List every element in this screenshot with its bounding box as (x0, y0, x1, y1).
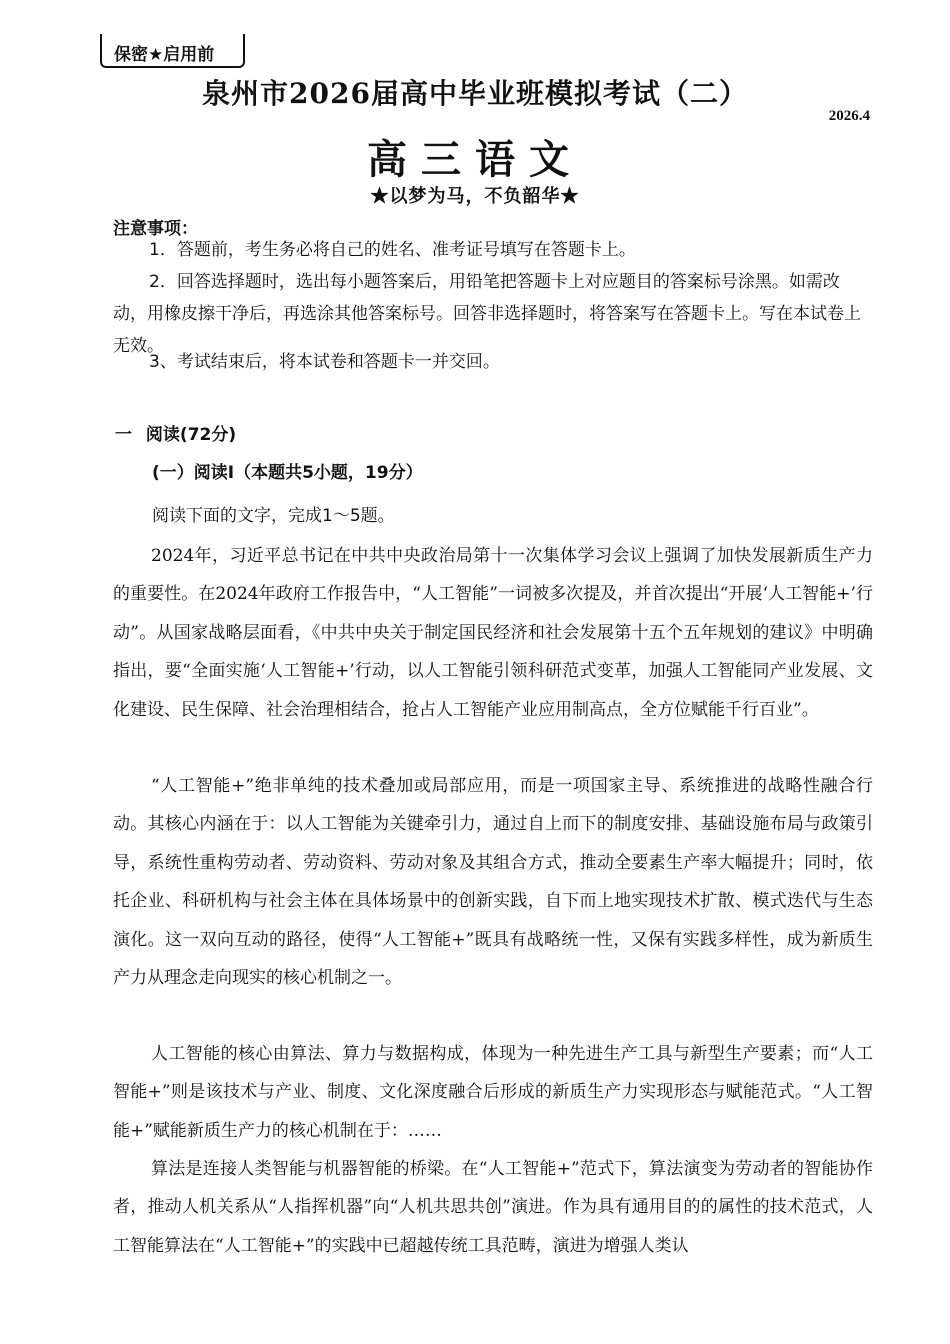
subject-title: 高三语文 (367, 136, 583, 183)
section-heading: 一 阅读(72分) (115, 425, 237, 445)
motto: ★以梦为马，不负韶华★ (370, 186, 580, 207)
notice-item-1: 1．答题前，考生务必将自己的姓名、准考证号填写在答题卡上。 (149, 240, 636, 260)
confidential-stamp (100, 34, 245, 68)
passage-paragraph-1: 2024年，习近平总书记在中共中央政治局第十一次集体学习会议上强调了加快发展新质生产力的重要性。在2024年政府工作报告中，“人工智能”一词被多次提及，并首次提出“开展‘人工智能+’行动”。从国家战略层面看，《中共中央关于制定国民经济和社会发展第十五个五年规划的建议》中明确指出，要“全面实施‘人工智能+’行动，以人工智能引领科研范式变革，加强人工智能同产业发展、文化建设、民生保障、社会治理相结合，抢占人工智能产业应用制高点，全方位赋能千行百业”。 (113, 546, 873, 720)
reading-instruction: 阅读下面的文字，完成1～5题。 (152, 506, 395, 526)
exam-date: 2026.4 (828, 108, 870, 124)
passage-paragraph-3: 人工智能的核心由算法、算力与数据构成，体现为一种先进生产工具与新型生产要素；而“人工智能+”则是该技术与产业、制度、文化深度融合后形成的新质生产力实现形态与赋能范式。“人工智能+”赋能新质生产力的核心机制在于：…… (113, 1044, 873, 1141)
notice-heading: 注意事项： (113, 219, 198, 239)
stamp-text: 保密★启用前 (114, 45, 215, 65)
exam-title: 泉州市2026届高中毕业班模拟考试（二） (202, 77, 748, 110)
notice-item-2: 2．回答选择题时，选出每小题答案后，用铅笔把答题卡上对应题目的答案标号涂黑。如需改动，用橡皮擦干净后，再选涂其他答案标号。回答非选择题时，将答案写在答题卡上。写在本试卷上无效。 (113, 272, 861, 356)
subsection-heading: (一）阅读I（本题共5小题，19分） (152, 463, 423, 483)
notice-item-3: 3、考试结束后，将本试卷和答题卡一并交回。 (149, 352, 500, 372)
passage-paragraph-4: 算法是连接人类智能与机器智能的桥梁。在“人工智能+”范式下，算法演变为劳动者的智能协作者，推动人机关系从“人指挥机器”向“人机共思共创”演进。作为具有通用目的的属性的技术范式，人工智能算法在“人工智能+”的实践中已超越传统工具范畴，演进为增强人类认 (113, 1159, 873, 1256)
passage-paragraph-2: “人工智能+”绝非单纯的技术叠加或局部应用，而是一项国家主导、系统推进的战略性融合行动。其核心内涵在于：以人工智能为关键牵引力，通过自上而下的制度安排、基础设施布局与政策引导，系统性重构劳动者、劳动资料、劳动对象及其组合方式，推动全要素生产率大幅提升；同时，依托企业、科研机构与社会主体在具体场景中的创新实践，自下而上地实现技术扩散、模式迭代与生态演化。这一双向互动的路径，使得“人工智能+”既具有战略统一性，又保有实践多样性，成为新质生产力从理念走向现实的核心机制之一。 (113, 776, 873, 989)
